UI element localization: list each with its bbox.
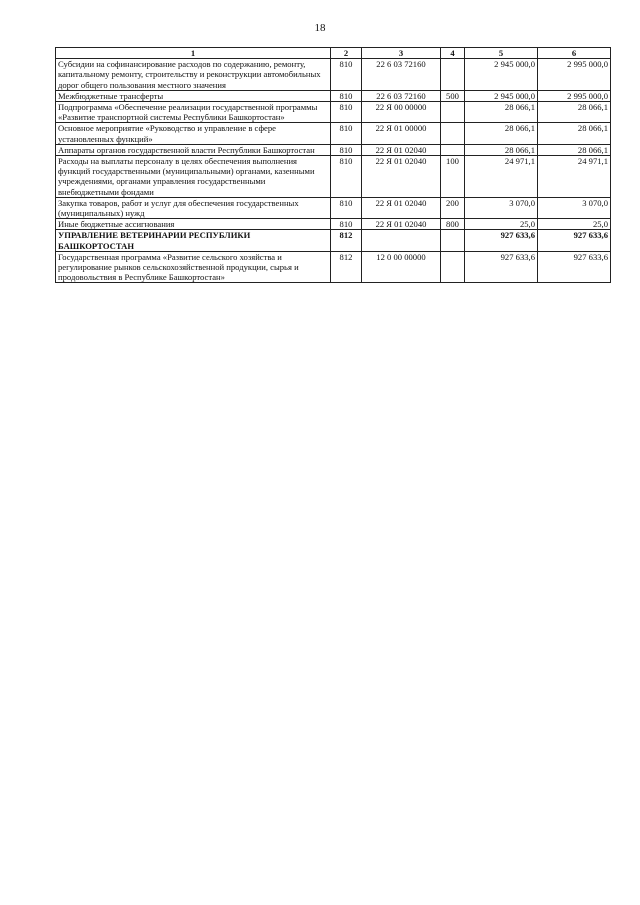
- row-vr-cell: [441, 251, 465, 283]
- row-amount-year2-cell: 927 633,6: [538, 230, 611, 251]
- row-vr-cell: 800: [441, 219, 465, 230]
- row-name-cell: Субсидии на софинансирование расходов по содержанию, ремонту, капитальному ремонту, строительству и реконструкции автомобильных дорог общего пользования местного значения: [56, 59, 331, 91]
- header-col-5: 5: [465, 48, 538, 59]
- row-amount-year1-cell: 927 633,6: [465, 230, 538, 251]
- row-ved-cell: 810: [331, 123, 362, 144]
- row-vr-cell: [441, 59, 465, 91]
- row-name-cell: Аппараты органов государственной власти Республики Башкортостан: [56, 144, 331, 155]
- row-ved-cell: 810: [331, 144, 362, 155]
- row-amount-year2-cell: 28 066,1: [538, 144, 611, 155]
- row-amount-year2-cell: 28 066,1: [538, 102, 611, 123]
- row-amount-year2-cell: 24 971,1: [538, 156, 611, 198]
- row-csr-cell: 22 Я 01 02040: [362, 156, 441, 198]
- row-amount-year1-cell: 25,0: [465, 219, 538, 230]
- row-csr-cell: 22 Я 01 02040: [362, 144, 441, 155]
- row-csr-cell: [362, 230, 441, 251]
- table-row: [56, 251, 611, 283]
- row-csr-cell: 22 Я 01 02040: [362, 197, 441, 218]
- table-row: [56, 90, 611, 101]
- row-vr-cell: [441, 102, 465, 123]
- row-amount-year2-cell: 2 995 000,0: [538, 90, 611, 101]
- row-ved-cell: 810: [331, 90, 362, 101]
- table-row: [56, 144, 611, 155]
- row-name-cell: Закупка товаров, работ и услуг для обеспечения государственных (муниципальных) нужд: [56, 197, 331, 218]
- table-header-row: [56, 48, 611, 59]
- row-csr-cell: 22 6 03 72160: [362, 90, 441, 101]
- row-ved-cell: 812: [331, 251, 362, 283]
- page-number: 18: [314, 22, 326, 34]
- header-col-3: 3: [362, 48, 441, 59]
- table-row: [56, 156, 611, 198]
- row-amount-year1-cell: 24 971,1: [465, 156, 538, 198]
- row-vr-cell: 200: [441, 197, 465, 218]
- budget-table: [55, 47, 611, 283]
- row-amount-year1-cell: 927 633,6: [465, 251, 538, 283]
- row-vr-cell: [441, 230, 465, 251]
- row-vr-cell: [441, 144, 465, 155]
- table-row: [56, 219, 611, 230]
- header-col-4: 4: [441, 48, 465, 59]
- row-name-cell: Иные бюджетные ассигнования: [56, 219, 331, 230]
- row-name-cell: Основное мероприятие «Руководство и управление в сфере установленных функций»: [56, 123, 331, 144]
- row-ved-cell: 810: [331, 102, 362, 123]
- row-csr-cell: 22 Я 01 00000: [362, 123, 441, 144]
- row-ved-cell: 810: [331, 156, 362, 198]
- row-amount-year2-cell: 927 633,6: [538, 251, 611, 283]
- row-name-cell: Межбюджетные трансферты: [56, 90, 331, 101]
- row-amount-year2-cell: 25,0: [538, 219, 611, 230]
- header-col-6: 6: [538, 48, 611, 59]
- row-vr-cell: 500: [441, 90, 465, 101]
- table-row: [56, 59, 611, 91]
- table-body: [56, 59, 611, 283]
- row-vr-cell: [441, 123, 465, 144]
- row-csr-cell: 22 Я 01 02040: [362, 219, 441, 230]
- row-amount-year1-cell: 2 945 000,0: [465, 59, 538, 91]
- row-ved-cell: 810: [331, 219, 362, 230]
- row-csr-cell: 22 6 03 72160: [362, 59, 441, 91]
- row-amount-year1-cell: 28 066,1: [465, 102, 538, 123]
- row-name-cell: УПРАВЛЕНИЕ ВЕТЕРИНАРИИ РЕСПУБЛИКИ БАШКОРТОСТАН: [56, 230, 331, 251]
- header-col-1: 1: [56, 48, 331, 59]
- row-vr-cell: 100: [441, 156, 465, 198]
- row-ved-cell: 810: [331, 59, 362, 91]
- table-row: [56, 123, 611, 144]
- table-row: [56, 102, 611, 123]
- row-csr-cell: 12 0 00 00000: [362, 251, 441, 283]
- row-amount-year2-cell: 2 995 000,0: [538, 59, 611, 91]
- header-col-2: 2: [331, 48, 362, 59]
- row-amount-year1-cell: 28 066,1: [465, 144, 538, 155]
- row-amount-year2-cell: 3 070,0: [538, 197, 611, 218]
- row-amount-year1-cell: 3 070,0: [465, 197, 538, 218]
- row-amount-year1-cell: 2 945 000,0: [465, 90, 538, 101]
- row-name-cell: Расходы на выплаты персоналу в целях обеспечения выполнения функций государственными (муниципальными) органами, казенными учреждениями, органами управления государственными внебюджетными фондами: [56, 156, 331, 198]
- row-csr-cell: 22 Я 00 00000: [362, 102, 441, 123]
- row-ved-cell: 810: [331, 197, 362, 218]
- table-row: [56, 230, 611, 251]
- row-name-cell: Государственная программа «Развитие сельского хозяйства и регулирование рынков сельскохозяйственной продукции, сырья и продовольствия в Республике Башкортостан»: [56, 251, 331, 283]
- table-row: [56, 197, 611, 218]
- row-ved-cell: 812: [331, 230, 362, 251]
- row-name-cell: Подпрограмма «Обеспечение реализации государственной программы «Развитие транспортной системы Республики Башкортостан»: [56, 102, 331, 123]
- row-amount-year1-cell: 28 066,1: [465, 123, 538, 144]
- row-amount-year2-cell: 28 066,1: [538, 123, 611, 144]
